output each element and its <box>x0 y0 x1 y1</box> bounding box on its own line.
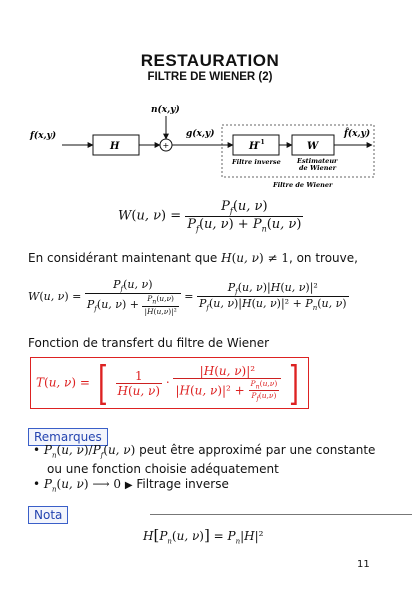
equation-wiener-expanded: W(u, ν) = $P_f(u$, ν) $P_f(u$, ν) + $\frac{P_n(u,\nu)}{\text{|H(u,ν)|²}}$ = $\frac{P_f(u, \nu)|H(u, \nu)|^2}{P_f(u, \nu)|H(u, \nu)|^2 + P_n(u, \nu)}$ <box>28 278 347 316</box>
wiener-group-caption: Filtre de Wiener <box>273 181 333 189</box>
nota-label: Nota <box>28 506 68 524</box>
wiener-transfer-equation: T(u, ν) = [ $\frac{1}{H(u, \nu)}$ · |H(u, ν)|² |H(u, ν)|² + $\frac{P_n(u,\nu)}{P_f(u,\nu)}$ ] <box>30 357 309 409</box>
list-item-continuation: ou une fonction choisie adéquatement <box>47 462 279 477</box>
considering-text: En considérant maintenant que H(u, ν) ≠ 1, on trouve, <box>28 251 358 265</box>
block-w-label: W <box>307 141 319 152</box>
nota-equation: $H[P_n(u$, $\nu)] = P_n|H|^2$ <box>143 526 264 546</box>
list-item: • $P_n(u$, ν) ⟶ 0 ▶ Filtrage inverse <box>33 477 229 494</box>
wiener-block-diagram <box>0 98 420 198</box>
list-item: • $P_n(u$, $\nu)/P_f(u$, ν) peut être approximé par une constante <box>33 443 376 460</box>
remarks-label: Remarques <box>28 428 108 446</box>
page-subtitle: FILTRE DE WIENER (2) <box>147 71 273 83</box>
block-hinv-label: H <box>249 141 259 152</box>
page-title: RESTAURATION <box>140 51 280 70</box>
output-label: f̂(x,y) <box>344 129 371 139</box>
degraded-label: g(x,y) <box>186 129 215 139</box>
sum-symbol: + <box>162 141 170 150</box>
equation-wiener-psd: W(u, ν) = $\frac{P_f(u, \nu)}{P_f(u, \nu) + P_n(u, \nu)}$ <box>118 199 302 234</box>
block-hinv-sup: -1 <box>258 139 265 146</box>
block-h-label: H <box>110 141 120 152</box>
estimator-caption-2: de Wiener <box>299 164 337 172</box>
divider <box>150 514 412 515</box>
page-number: 11 <box>357 559 370 570</box>
input-label: f(x,y) <box>30 131 57 141</box>
noise-label: n(x,y) <box>151 105 180 115</box>
estimator-caption-1: Estimateur <box>297 157 338 165</box>
transfer-function-label: Fonction de transfert du filtre de Wiener <box>28 336 270 350</box>
remarks-list <box>33 443 375 497</box>
inverse-filter-caption: Filtre inverse <box>232 158 281 166</box>
